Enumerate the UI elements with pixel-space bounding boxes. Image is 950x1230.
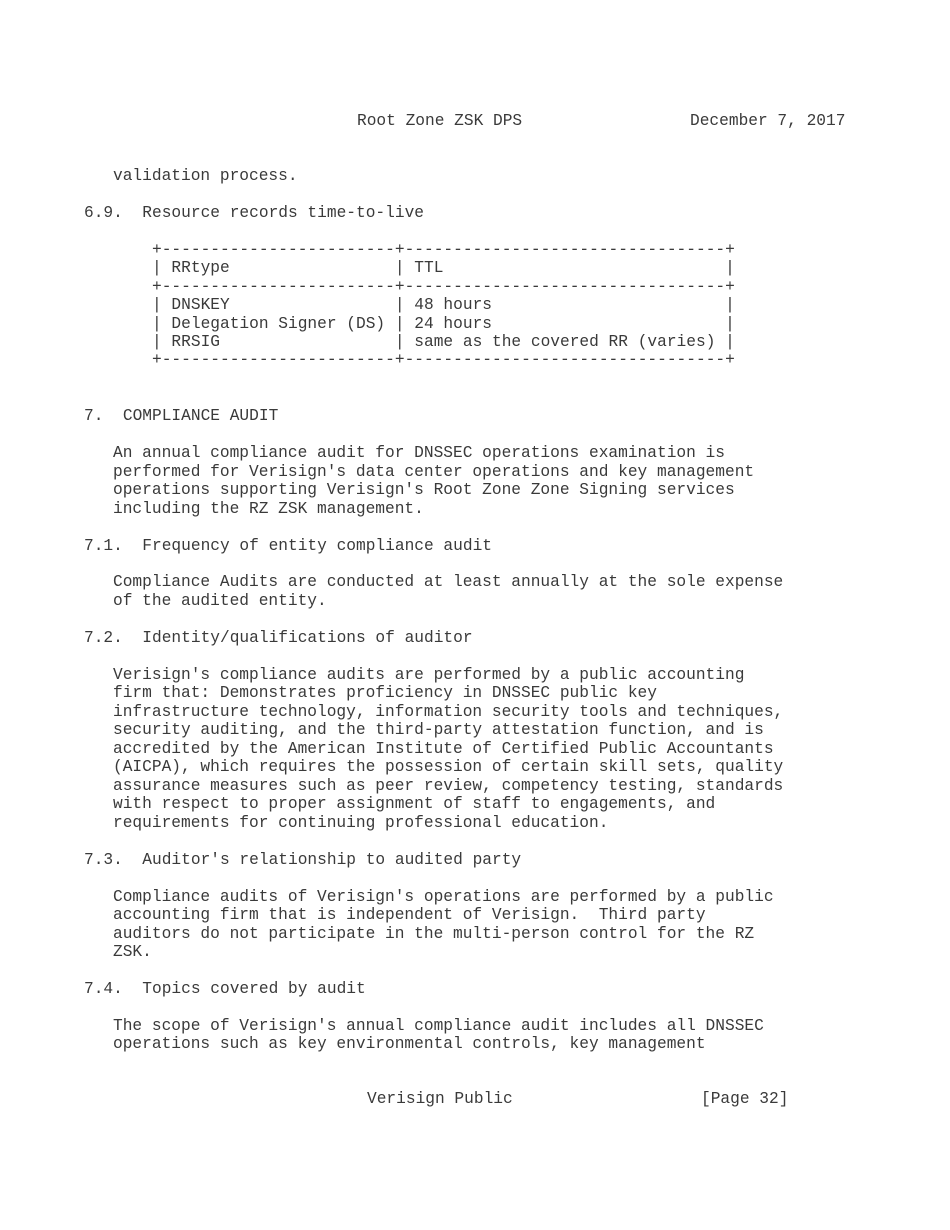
footer-label: Verisign Public	[367, 1090, 513, 1108]
text-line: Verisign's compliance audits are performed by a public accounting	[113, 666, 745, 684]
text-line: The scope of Verisign's annual compliance audit includes all DNSSEC	[113, 1017, 764, 1035]
text-line: An annual compliance audit for DNSSEC operations examination is	[113, 444, 725, 462]
text-line: performed for Verisign's data center operations and key management	[113, 463, 755, 481]
section-7-1-heading: 7.1. Frequency of entity compliance audit	[84, 537, 492, 555]
section-7-4-heading: 7.4. Topics covered by audit	[84, 980, 366, 998]
text-line: ZSK.	[113, 943, 152, 961]
table-border-mid: +------------------------+---------------------------------+	[152, 278, 735, 296]
page-number: [Page 32]	[701, 1090, 789, 1108]
table-header-row: | RRtype | TTL |	[152, 259, 735, 277]
text-line: Compliance audits of Verisign's operations are performed by a public	[113, 888, 774, 906]
text-line: accounting firm that is independent of Verisign. Third party	[113, 906, 706, 924]
table-border-top: +------------------------+---------------------------------+	[152, 241, 735, 259]
table-row: | DNSKEY | 48 hours |	[152, 296, 735, 314]
text-line: security auditing, and the third-party attestation function, and is	[113, 721, 764, 739]
table-border-bottom: +------------------------+---------------------------------+	[152, 351, 735, 369]
continuation-text: validation process.	[113, 167, 298, 185]
table-row: | RRSIG | same as the covered RR (varies) |	[152, 333, 735, 351]
text-line: infrastructure technology, information security tools and techniques,	[113, 703, 784, 721]
text-line: auditors do not participate in the multi-person control for the RZ	[113, 925, 755, 943]
text-line: firm that: Demonstrates proficiency in DNSSEC public key	[113, 684, 657, 702]
section-7-3-heading: 7.3. Auditor's relationship to audited party	[84, 851, 522, 869]
header-title: Root Zone ZSK DPS	[357, 112, 523, 130]
text-line: with respect to proper assignment of staff to engagements, and	[113, 795, 716, 813]
text-line: assurance measures such as peer review, competency testing, standards	[113, 777, 784, 795]
text-line: (AICPA), which requires the possession of certain skill sets, quality	[113, 758, 784, 776]
table-row: | Delegation Signer (DS) | 24 hours |	[152, 315, 735, 333]
section-6-9-heading: 6.9. Resource records time-to-live	[84, 204, 424, 222]
text-line: requirements for continuing professional education.	[113, 814, 609, 832]
text-line: operations such as key environmental controls, key management	[113, 1035, 706, 1053]
text-line: of the audited entity.	[113, 592, 327, 610]
text-line: Compliance Audits are conducted at least annually at the sole expense	[113, 573, 784, 591]
section-7-2-heading: 7.2. Identity/qualifications of auditor	[84, 629, 473, 647]
text-line: accredited by the American Institute of Certified Public Accountants	[113, 740, 774, 758]
text-line: operations supporting Verisign's Root Zone Zone Signing services	[113, 481, 735, 499]
header-date: December 7, 2017	[690, 112, 846, 130]
section-7-heading: 7. COMPLIANCE AUDIT	[84, 407, 279, 425]
text-line: including the RZ ZSK management.	[113, 500, 424, 518]
